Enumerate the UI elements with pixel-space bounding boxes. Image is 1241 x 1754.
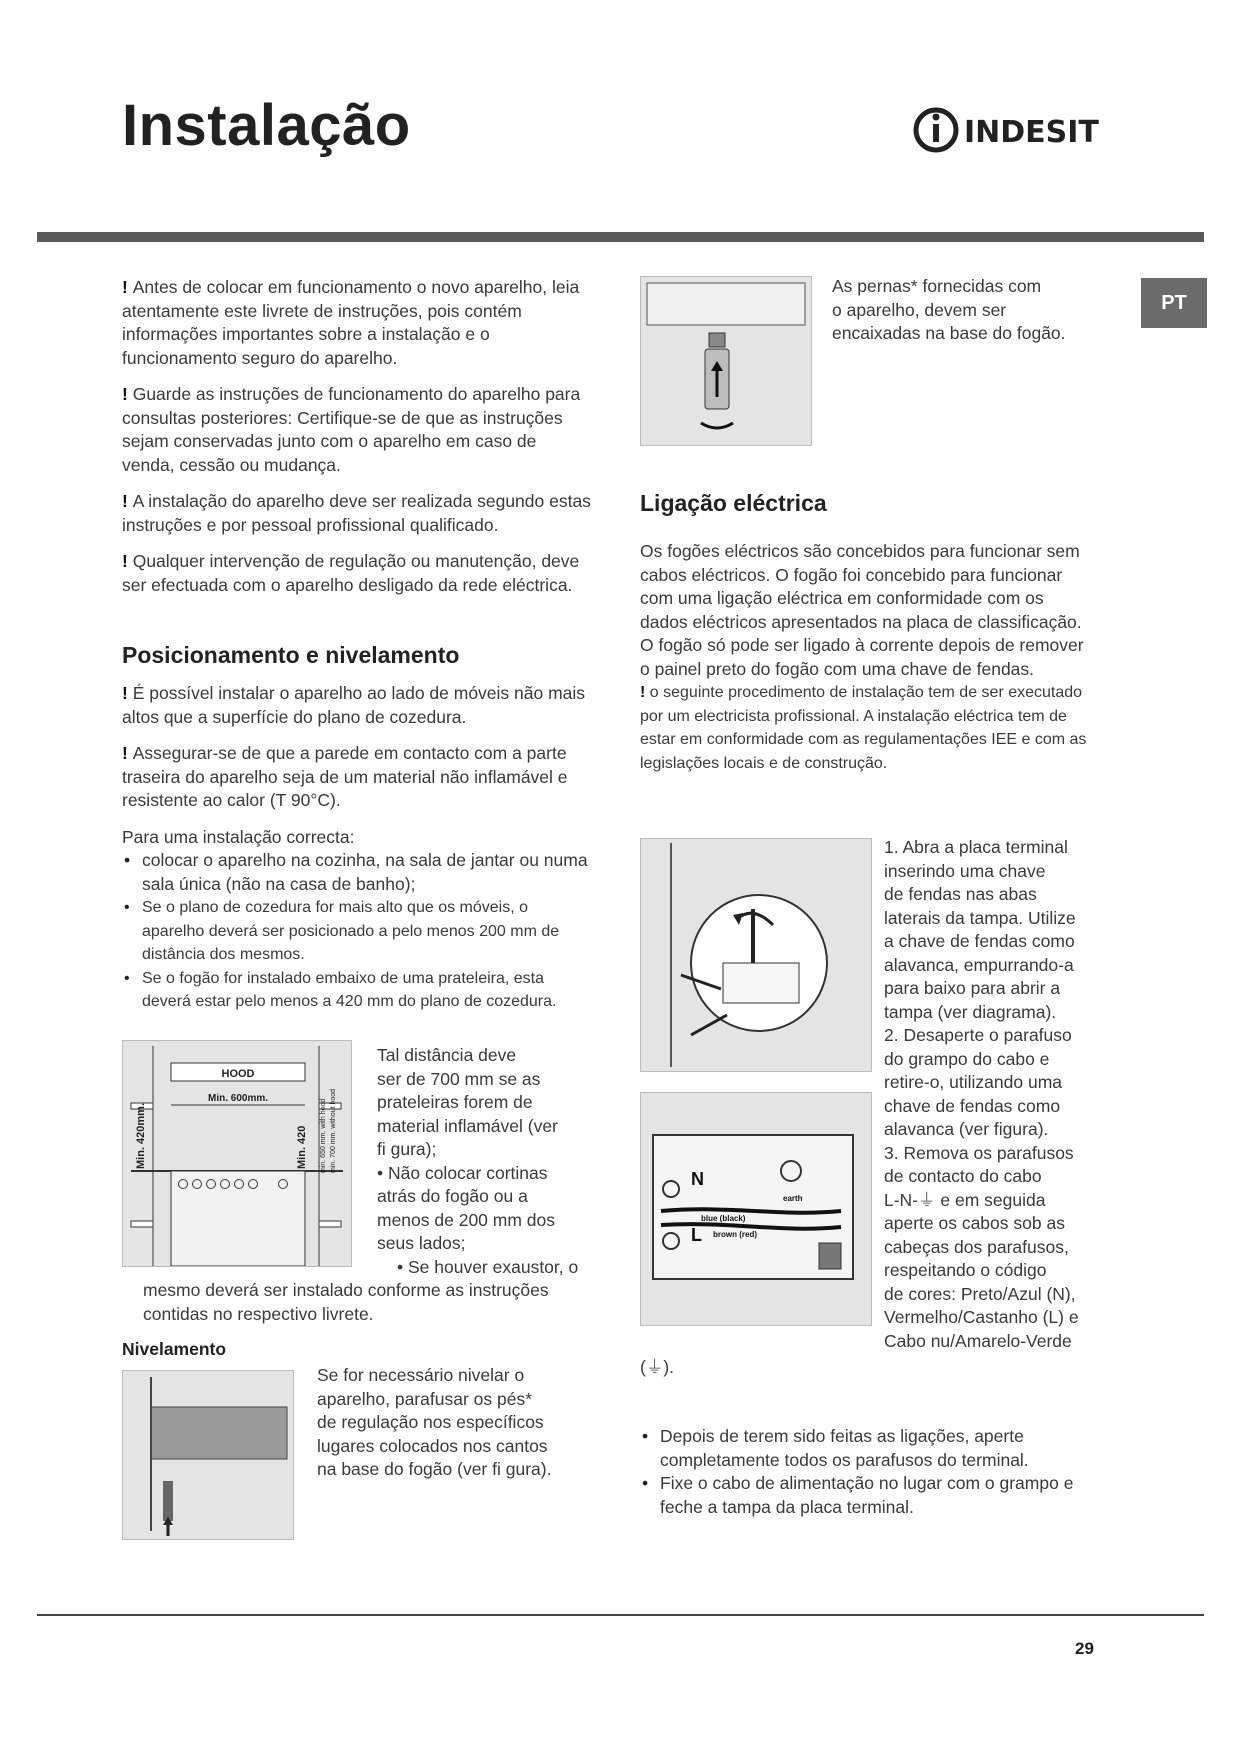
page-title: Instalação — [122, 93, 411, 158]
terminal-cover-figure — [640, 838, 872, 1072]
indesit-logo — [912, 100, 1102, 160]
list-item: • Se o fogão for instalado embaixo de uma prateleira, esta deverá estar pelo menos a 420 mm do plano de cozedura. — [122, 967, 592, 1014]
electrical-heading: Ligação eléctrica — [640, 490, 827, 516]
min-600-label: Min. 600mm. — [207, 1093, 269, 1104]
list-item: • Se o plano de cozedura for mais alto que os móveis, o aparelho deverá ser posicionado a pelo menos 200 mm de distância dos mesmos. — [122, 896, 592, 967]
list-item: • Fixe o cabo de alimentação no lugar com o grampo e feche a tampa da placa terminal. — [640, 1472, 1095, 1519]
intro-para-1: Antes de colocar em funcionamento o novo aparelho, leia atentamente este livrete de instruções, pois contém informações importantes sobre a instalação e o funcionamento seguro do aparelho. — [122, 277, 580, 368]
leveling-text: Se for necessário nivelar o aparelho, parafusar os pés* de regulação nos específicos lugares colocados nos cantos na base do fogão (ver fi gura). — [317, 1365, 552, 1479]
electrical-paragraph: Os fogões eléctricos são concebidos para funcionar sem cabos eléctricos. O fogão foi concebido para funcionar com uma ligação eléctrica em conformidade com os dados eléctricos apresentados na placa de classificação. O fogão só pode ser ligado à corrente depois de remover o painel preto do fogão com uma chave de fendas. — [640, 541, 1084, 679]
with-hood-label: min. 650 mm. with hood — [320, 1098, 327, 1173]
hood-label: HOOD — [221, 1068, 255, 1080]
final-steps — [640, 1425, 1095, 1519]
positioning-warning-2: Assegurar-se de que a parede em contacto com a parte traseira do aparelho seja de um material não inflamável e resistente ao calor (T 90°C). — [122, 743, 568, 810]
legs-figure — [640, 276, 812, 446]
header-rule — [37, 232, 1204, 242]
intro-section: ! Antes de colocar em funcionamento o novo aparelho, leia atentamente este livrete de instruções, pois contém informações importantes sobre a instalação e o funcionamento seguro do aparelho. ! Guarde as instruções de funcionamento do aparelho para consultas posteriores: Certifique-se de que as instruções sejam conservadas junto com o aparelho em caso de venda, cessão ou mudança. ! A instalação do aparelho deve ser realizada segundo estas instruções e por pessoal profissional qualificado. ! Qualquer intervenção de regulação ou manutenção, deve ser efectuada com o aparelho desligado da rede eléctrica. — [122, 277, 591, 595]
earth-symbol-tail: (⏚). — [640, 1357, 675, 1377]
positioning-heading: Posicionamento e nivelamento — [122, 642, 460, 668]
brown-wire-label: brown (red) — [713, 1230, 757, 1239]
figure-side-text: Tal distância deve ser de 700 mm se as prateleiras forem de material inflamável (ver fi gura); • Não colocar cortinas atrás do fogão ou a menos de 200 mm dos seus lados; • Se houver exaustor, o — [377, 1045, 579, 1277]
install-list — [122, 849, 592, 1014]
terminal-block-figure — [640, 1092, 872, 1326]
legs-text: As pernas* fornecidas com o aparelho, devem ser encaixadas na base do fogão. — [832, 276, 1066, 343]
list-item: • Depois de terem sido feitas as ligações, aperte completamente todos os parafusos do terminal. — [640, 1425, 1095, 1472]
electrical-warning: o seguinte procedimento de instalação tem de ser executado por um electricista profissional. A instalação eléctrica tem de estar em conformidade com as regulamentações IEE e com as legislações locais e de construção. — [640, 684, 1087, 772]
positioning-section: ! É possível instalar o aparelho ao lado de móveis não mais altos que a superfície do plano de cozedura. ! Assegurar-se de que a parede em contacto com a parte traseira do aparelho seja de um material não inflamável e resistente ao calor (T 90°C). Para uma instalação correcta: • colocar o aparelho na cozinha, na sala de jantar ou numa sala única (não na casa de banho); • Se o plano de cozedura for mais alto que os móveis, o aparelho deverá ser posicionado a pelo menos 200 mm de distância dos mesmos. • Se o fogão for instalado embaixo de uma prateleira, esta deverá estar pelo menos a 420 mm do plano de cozedura. — [122, 682, 592, 1014]
electrical-section: Os fogões eléctricos são concebidos para funcionar sem cabos eléctricos. O fogão foi concebido para funcionar com uma ligação eléctrica em conformidade com os dados eléctricos apresentados na placa de classificação. O fogão só pode ser ligado à corrente depois de remover o painel preto do fogão com uma chave de fendas. ! o seguinte procedimento de instalação tem de ser executado por um electricista profissional. A instalação eléctrica tem de estar em conformidade com as regulamentações IEE e com as legislações locais e de construção. — [640, 540, 1095, 775]
leveling-heading: Nivelamento — [122, 1339, 227, 1359]
leveling-figure — [122, 1370, 294, 1540]
blue-wire-label: blue (black) — [701, 1214, 746, 1223]
footer-rule — [37, 1614, 1204, 1616]
install-lead: Para uma instalação correcta: — [122, 826, 355, 847]
list-item: • colocar o aparelho na cozinha, na sala de jantar ou numa sala única (não na casa de banho); — [122, 849, 592, 896]
hood-clearance-figure — [122, 1040, 352, 1267]
intro-para-3: A instalação do aparelho deve ser realizada segundo estas instruções e por pessoal profissional qualificado. — [122, 491, 591, 535]
intro-para-4: Qualquer intervenção de regulação ou manutenção, deve ser efectuada com o aparelho desligado da rede eléctrica. — [122, 551, 580, 595]
positioning-warning-1: É possível instalar o aparelho ao lado de móveis não mais altos que a superfície do plano de cozedura. — [122, 683, 586, 727]
terminal-steps: 1. Abra a placa terminal inserindo uma chave de fendas nas abas laterais da tampa. Utilize a chave de fendas como alavanca, empurrando-a para baixo para abrir a tampa (ver diagrama). 2. Desaperte o parafuso do grampo do cabo e retire-o, utilizando uma chave de fendas como alavanca (ver figura). 3. Remova os parafusos de contacto do cabo L-N-⏚ e em seguida aperte os cabos sob as cabeças dos parafusos, respeitando o código de cores: Preto/Azul (N), Vermelho/Castanho (L) e Cabo nu/Amarelo-Verde — [884, 837, 1079, 1351]
hood-instructions: mesmo deverá ser instalado conforme as instruções contidas no respectivo livrete. — [143, 1280, 549, 1324]
earth-label: earth — [783, 1194, 803, 1203]
brand-name: INDESIT — [964, 115, 1099, 150]
language-tab: PT — [1141, 278, 1207, 328]
without-hood-label: min. 700 mm. without hood — [330, 1088, 337, 1173]
min-420-right-label: Min. 420 — [296, 1125, 308, 1169]
live-label: L — [691, 1225, 702, 1245]
neutral-label: N — [691, 1169, 704, 1189]
intro-para-2: Guarde as instruções de funcionamento do aparelho para consultas posteriores: Certifique-se de que as instruções sejam conservadas junto com o aparelho em caso de venda, cessão ou mudança. — [122, 384, 581, 475]
min-420-left-label: Min. 420mm. — [135, 1102, 147, 1169]
page-number: 29 — [1075, 1639, 1094, 1658]
